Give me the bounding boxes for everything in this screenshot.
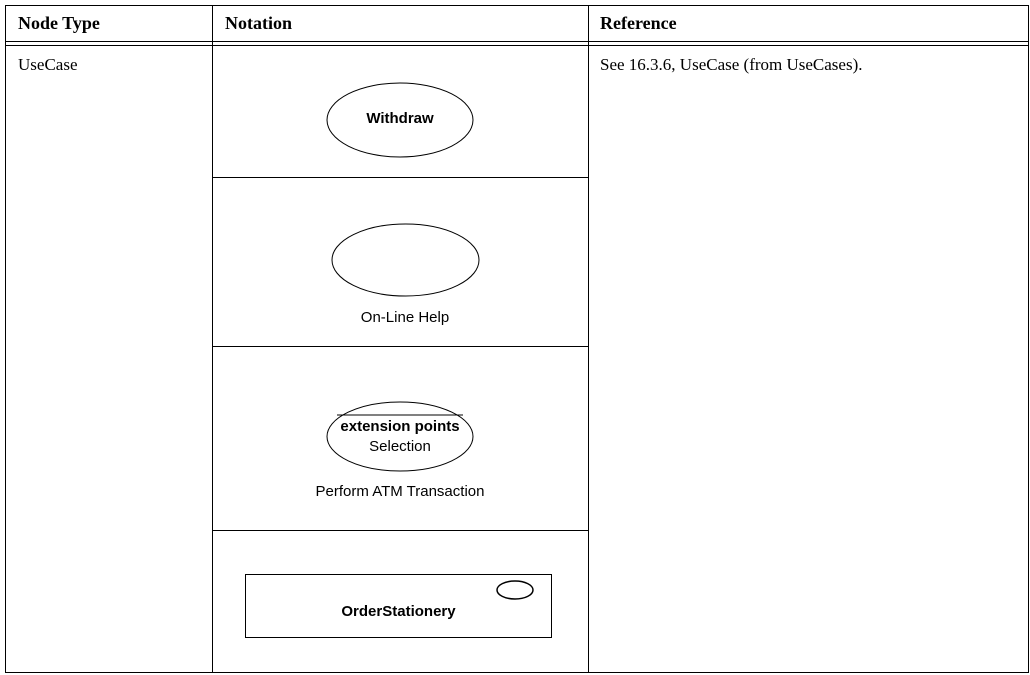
atm-extension-points-title: extension points <box>340 418 460 435</box>
table-header-separator-2 <box>5 45 1029 46</box>
notation-row-separator-2 <box>212 346 589 347</box>
header-reference: Reference <box>600 13 677 33</box>
node-type-cell: UseCase <box>18 55 78 74</box>
reference-cell: See 16.3.6, UseCase (from UseCases). <box>600 55 863 74</box>
online-help-usecase-ellipse <box>330 222 481 298</box>
classifier-name: OrderStationery <box>341 603 456 620</box>
header-node-type: Node Type <box>18 13 100 33</box>
usecase-icon <box>495 579 535 601</box>
notation-row-separator-1 <box>212 177 589 178</box>
table-bottom-border <box>5 672 1029 673</box>
table-top-border <box>5 5 1029 6</box>
notation-row-separator-3 <box>212 530 589 531</box>
column-separator-notation <box>212 5 213 673</box>
column-separator-reference <box>588 5 589 673</box>
table-header-separator-1 <box>5 41 1029 42</box>
atm-usecase-name: Perform ATM Transaction <box>315 483 485 500</box>
table-left-border <box>5 5 6 673</box>
header-notation: Notation <box>225 13 292 33</box>
online-help-usecase-name: On-Line Help <box>360 309 450 326</box>
atm-extension-point-selection: Selection <box>369 438 431 455</box>
table-right-border <box>1028 5 1029 673</box>
withdraw-usecase-name: Withdraw <box>366 110 434 127</box>
atm-usecase-ellipse <box>325 400 475 473</box>
